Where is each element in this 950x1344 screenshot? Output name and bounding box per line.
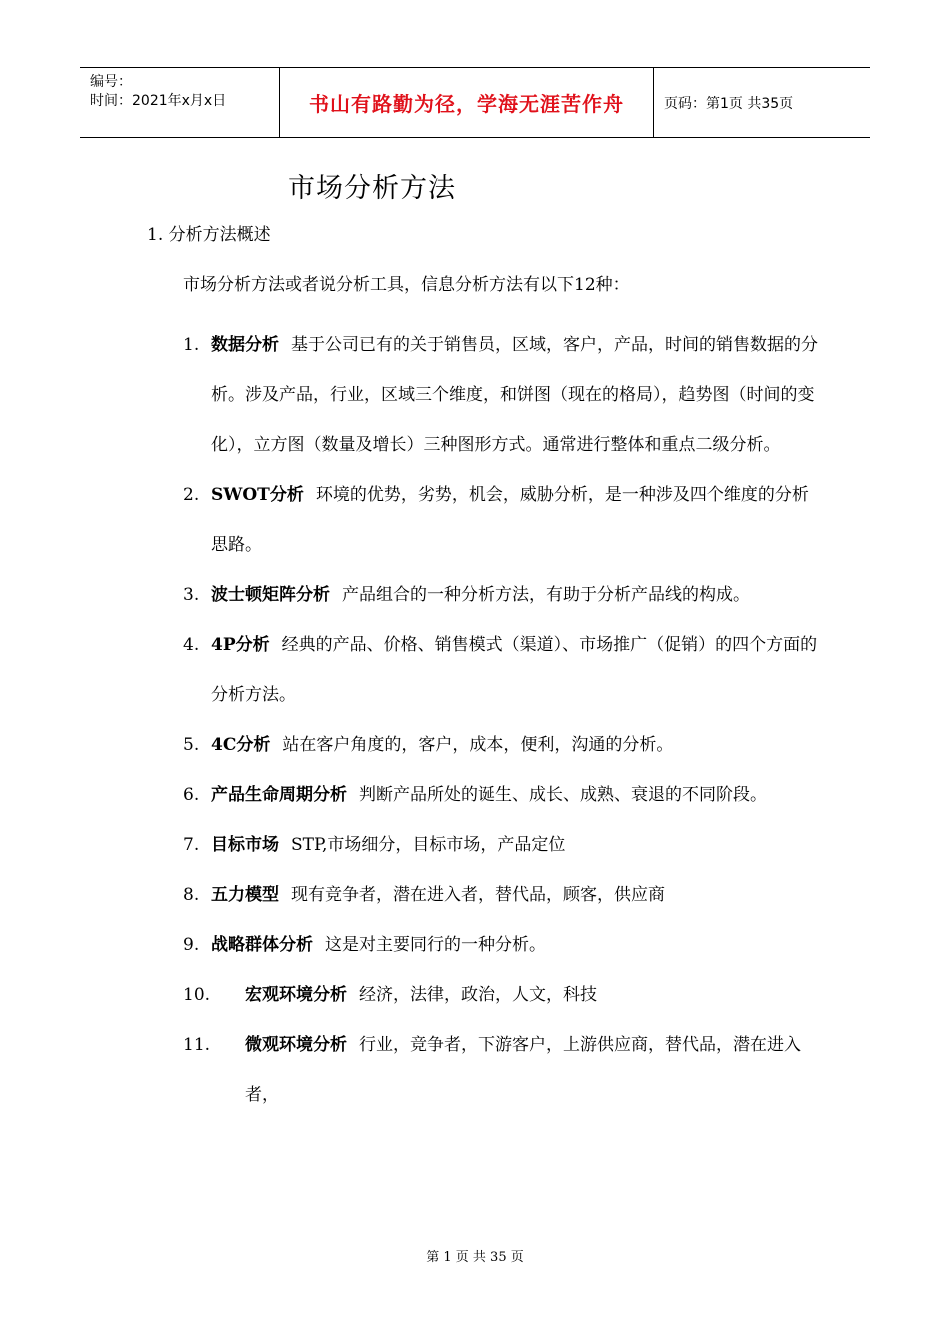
list-item bbox=[183, 1020, 823, 1120]
list-item bbox=[183, 320, 823, 470]
item-number: 5. bbox=[183, 735, 200, 755]
item-number: 10. bbox=[183, 985, 211, 1005]
method-list bbox=[183, 320, 823, 1120]
method-description: 判断产品所处的诞生、成长、成熟、衰退的不同阶段。 bbox=[359, 785, 767, 805]
method-description: STP,市场细分，目标市场，产品定位 bbox=[291, 835, 566, 855]
method-name: 战略群体分析 bbox=[211, 935, 313, 955]
intro-paragraph: 市场分析方法或者说分析工具，信息分析方法有以下12种： bbox=[183, 275, 630, 295]
method-name: 4P分析 bbox=[211, 635, 270, 655]
method-name: 数据分析 bbox=[211, 335, 279, 355]
method-description: 基于公司已有的关于销售员，区域，客户，产品，时间的销售数据的分析。涉及产品，行业，区域三个维度，和饼图（现在的格局），趋势图（时间的变化），立方图（数量及增长）三种图形方式。通常进行整体和重点二级分析。 bbox=[211, 335, 818, 455]
method-name: SWOT分析 bbox=[211, 485, 304, 505]
number-label: 编号： bbox=[90, 74, 132, 90]
item-number: 3. bbox=[183, 585, 200, 605]
time-label: 时间：2021年x月x日 bbox=[90, 93, 227, 109]
method-name: 产品生命周期分析 bbox=[211, 785, 347, 805]
method-description: 经典的产品、价格、销售模式（渠道）、市场推广（促销）的四个方面的分析方法。 bbox=[211, 635, 818, 705]
header-page-info: 页码：第1页 共35页 bbox=[664, 95, 794, 112]
item-number: 6. bbox=[183, 785, 200, 805]
list-item bbox=[183, 870, 823, 920]
header-meta bbox=[80, 68, 280, 137]
method-description: 经济，法律，政治，人文，科技 bbox=[359, 985, 597, 1005]
list-item bbox=[183, 570, 823, 620]
item-number: 11. bbox=[183, 1035, 211, 1055]
method-name: 波士顿矩阵分析 bbox=[211, 585, 330, 605]
method-description: 现有竞争者，潜在进入者，替代品，顾客，供应商 bbox=[291, 885, 665, 905]
list-item bbox=[183, 470, 823, 570]
item-number: 1. bbox=[183, 335, 200, 355]
section-heading: 1. 分析方法概述 bbox=[147, 225, 271, 245]
page-title: 市场分析方法 bbox=[288, 173, 456, 204]
list-item bbox=[183, 720, 823, 770]
method-description: 站在客户角度的，客户，成本，便利，沟通的分析。 bbox=[282, 735, 674, 755]
method-description: 环境的优势，劣势，机会，威胁分析，是一种涉及四个维度的分析思路。 bbox=[211, 485, 809, 555]
item-number: 7. bbox=[183, 835, 200, 855]
header-motto: 书山有路勤为径，学海无涯苦作舟 bbox=[280, 68, 654, 137]
item-number: 2. bbox=[183, 485, 200, 505]
item-number: 9. bbox=[183, 935, 200, 955]
item-number: 4. bbox=[183, 635, 200, 655]
method-description: 行业，竞争者，下游客户，上游供应商，替代品，潜在进入者， bbox=[245, 1035, 801, 1105]
method-name: 五力模型 bbox=[211, 885, 279, 905]
list-item bbox=[183, 970, 823, 1020]
method-name: 宏观环境分析 bbox=[245, 985, 347, 1005]
list-item bbox=[183, 820, 823, 870]
page-footer: 第 1 页 共 35 页 bbox=[426, 1250, 524, 1265]
method-name: 微观环境分析 bbox=[245, 1035, 347, 1055]
item-number: 8. bbox=[183, 885, 200, 905]
list-item bbox=[183, 920, 823, 970]
method-description: 这是对主要同行的一种分析。 bbox=[325, 935, 546, 955]
list-item bbox=[183, 770, 823, 820]
method-name: 4C分析 bbox=[211, 735, 271, 755]
method-description: 产品组合的一种分析方法，有助于分析产品线的构成。 bbox=[342, 585, 750, 605]
method-name: 目标市场 bbox=[211, 835, 279, 855]
list-item bbox=[183, 620, 823, 720]
page-header bbox=[80, 67, 870, 138]
